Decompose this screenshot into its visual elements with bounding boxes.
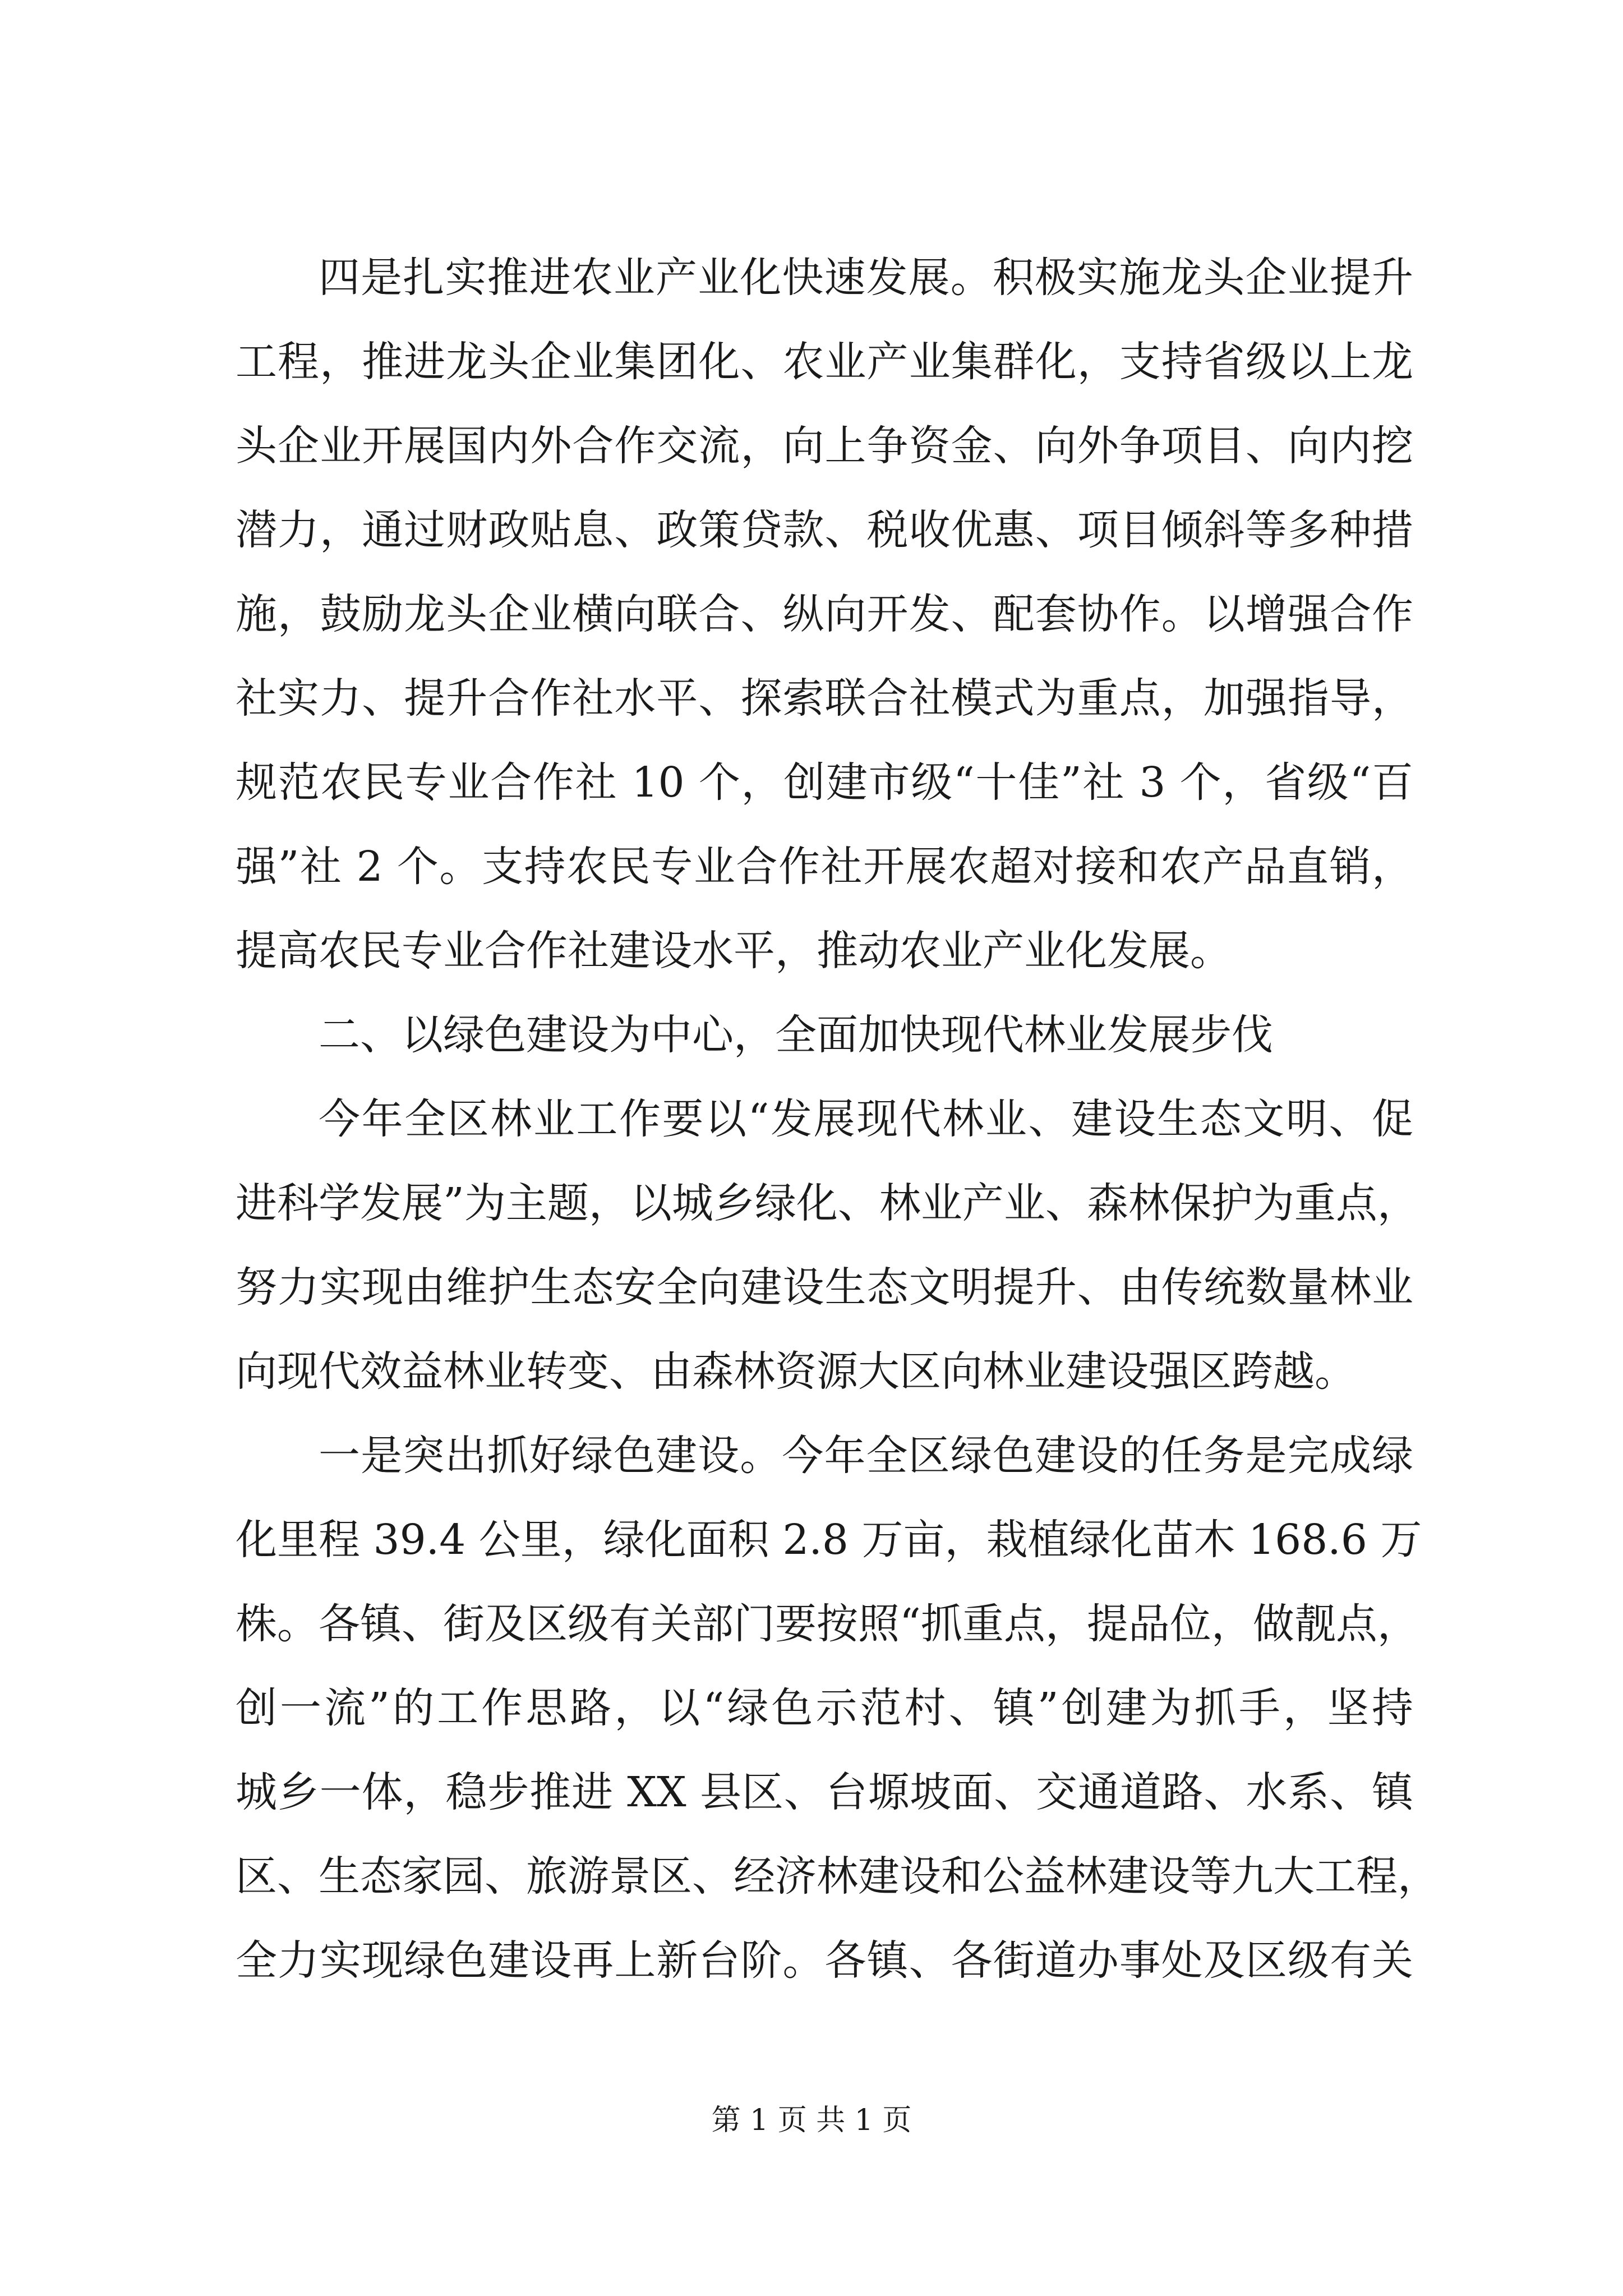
text-line: 化里程 39.4 公里，绿化面积 2.8 万亩，栽植绿化苗木 168.6 万 (236, 1516, 1422, 1564)
text-line: 一是突出抓好绿色建设。今年全区绿色建设的任务是完成绿 (319, 1432, 1413, 1480)
document-body (236, 236, 1439, 2003)
text-line: 努力实现由维护生态安全向建设生态文明提升、由传统数量林业 (236, 1263, 1413, 1312)
text-line: 四是扎实推进农业产业化快速发展。积极实施龙头企业提升 (319, 254, 1413, 302)
text-line: 区、生态家园、旅游景区、经济林建设和公益林建设等九大工程， (236, 1852, 1439, 1901)
text-line: 提高农民专业合作社建设水平，推动农业产业化发展。 (236, 927, 1232, 975)
text-line: 头企业开展国内外合作交流，向上争资金、向外争项目、向内挖 (236, 422, 1413, 470)
text-line: 今年全区林业工作要以“发展现代林业、建设生态文明、促 (319, 1095, 1413, 1143)
text-line: 施，鼓励龙头企业横向联合、纵向开发、配套协作。以增强合作 (236, 590, 1413, 638)
section-heading: 二、以绿色建设为中心，全面加快现代林业发展步伐 (319, 1011, 1273, 1059)
text-line: 社实力、提升合作社水平、探索联合社模式为重点，加强指导， (236, 674, 1413, 723)
text-line: 株。各镇、街及区级有关部门要按照“抓重点，提品位，做靓点， (236, 1600, 1419, 1648)
text-line: 进科学发展”为主题，以城乡绿化、林业产业、森林保护为重点， (236, 1179, 1419, 1227)
text-line: 城乡一体，稳步推进 XX 县区、台塬坡面、交通道路、水系、镇 (236, 1768, 1413, 1816)
text-line: 潜力，通过财政贴息、政策贷款、税收优惠、项目倾斜等多种措 (236, 506, 1413, 554)
text-line: 规范农民专业合作社 10 个，创建市级“十佳”社 3 个，省级“百 (236, 758, 1413, 807)
page-number-footer: 第 1 页 共 1 页 (711, 2104, 912, 2137)
text-line: 向现代效益林业转变、由森林资源大区向林业建设强区跨越。 (236, 1347, 1356, 1396)
text-line: 全力实现绿色建设再上新台阶。各镇、各街道办事处及区级有关 (236, 1936, 1413, 1985)
text-line: 强”社 2 个。支持农民专业合作社开展农超对接和农产品直销， (236, 843, 1413, 891)
text-line: 创一流”的工作思路，以“绿色示范村、镇”创建为抓手，坚持 (236, 1684, 1413, 1732)
text-line: 工程，推进龙头企业集团化、农业产业集群化，支持省级以上龙 (236, 338, 1413, 386)
